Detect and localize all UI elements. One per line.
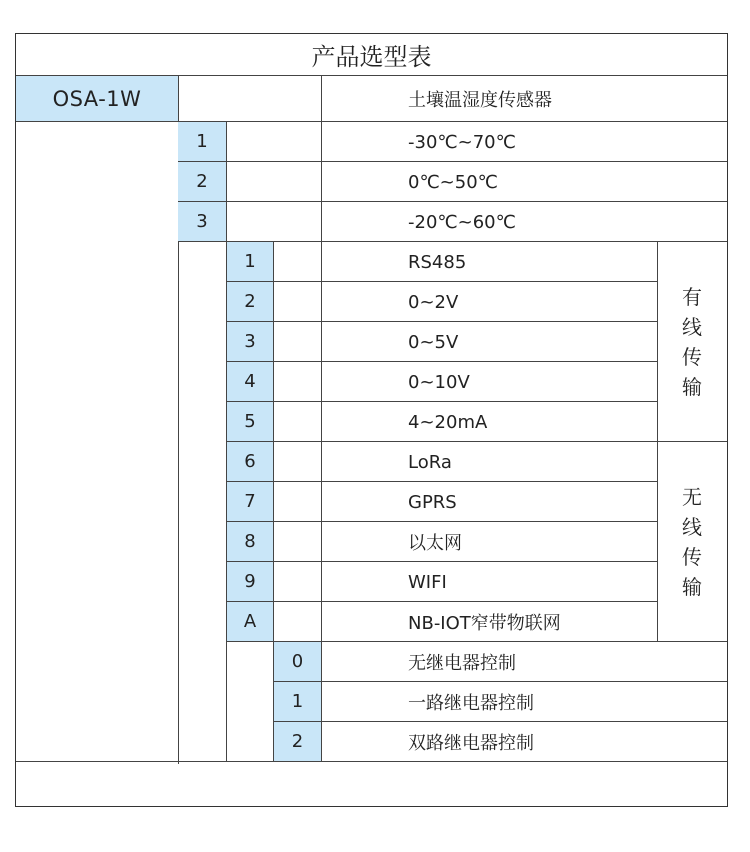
relay-label: 无继电器控制 xyxy=(408,653,516,674)
output-label: NB-IOT窄带物联网 xyxy=(408,613,561,634)
range-divider xyxy=(226,202,227,242)
output-desc-divider xyxy=(321,402,322,442)
output-code: 1 xyxy=(227,242,273,281)
relay-desc-divider xyxy=(321,642,322,682)
range-desc-divider xyxy=(321,162,322,202)
group-char: 输 xyxy=(682,375,702,399)
relay-code: 0 xyxy=(274,642,321,681)
output-divider xyxy=(273,362,274,402)
output-divider xyxy=(273,442,274,482)
output-code: 4 xyxy=(227,362,273,401)
relay-code: 1 xyxy=(274,682,321,721)
output-desc-divider xyxy=(321,322,322,362)
output-divider xyxy=(273,282,274,322)
output-divider xyxy=(273,402,274,442)
relay-label: 双路继电器控制 xyxy=(408,733,534,754)
group-char: 传 xyxy=(682,545,702,569)
output-divider xyxy=(273,522,274,562)
range-desc-divider xyxy=(321,122,322,162)
output-label: 以太网 xyxy=(408,533,462,554)
output-desc-divider xyxy=(321,522,322,562)
output-code: 8 xyxy=(227,522,273,561)
range-desc-divider xyxy=(321,202,322,242)
relay-desc-divider xyxy=(321,682,322,722)
group-char: 输 xyxy=(682,575,702,599)
range-divider xyxy=(226,162,227,202)
output-label: GPRS xyxy=(408,491,457,513)
output-code: 3 xyxy=(227,322,273,361)
transmission-group-label xyxy=(657,442,727,642)
product-name: 土壤温湿度传感器 xyxy=(408,89,552,111)
output-code: A xyxy=(227,602,273,641)
output-label: 0~2V xyxy=(408,291,459,313)
output-desc-divider xyxy=(321,562,322,602)
group-char: 有 xyxy=(682,285,702,309)
output-divider xyxy=(273,322,274,362)
output-label: 0~5V xyxy=(408,331,459,353)
group-char: 传 xyxy=(682,345,702,369)
range-label: -20℃~60℃ xyxy=(408,211,516,233)
table-title: 产品选型表 xyxy=(311,43,432,71)
relay-divider xyxy=(273,642,274,682)
relay-divider xyxy=(273,682,274,722)
relay-code: 2 xyxy=(274,722,321,761)
output-desc-divider xyxy=(321,282,322,322)
model-code: OSA-1W xyxy=(52,86,142,111)
range-code: 3 xyxy=(178,202,226,241)
output-divider xyxy=(273,482,274,522)
range-label: -30℃~70℃ xyxy=(408,131,516,153)
output-code: 2 xyxy=(227,282,273,321)
output-divider xyxy=(273,242,274,282)
group-char: 无 xyxy=(682,485,702,509)
output-code: 6 xyxy=(227,442,273,481)
code-col-divider xyxy=(226,242,227,762)
model-row-bottom xyxy=(16,121,727,122)
output-desc-divider xyxy=(321,482,322,522)
output-desc-divider xyxy=(321,242,322,282)
output-label: WIFI xyxy=(408,571,447,593)
transmission-group-label xyxy=(657,242,727,442)
output-label: 0~10V xyxy=(408,371,470,393)
output-divider xyxy=(273,602,274,642)
relay-divider xyxy=(273,722,274,762)
output-code: 5 xyxy=(227,402,273,441)
table-bottom-divider xyxy=(16,761,727,762)
output-divider xyxy=(273,562,274,602)
group-char: 线 xyxy=(682,515,702,539)
group-char: 线 xyxy=(682,315,702,339)
selection-table xyxy=(15,33,728,807)
output-desc-divider xyxy=(321,442,322,482)
desc-divider-top xyxy=(321,76,322,121)
range-label: 0℃~50℃ xyxy=(408,171,498,193)
output-code: 7 xyxy=(227,482,273,521)
output-label: RS485 xyxy=(408,251,467,273)
range-code: 1 xyxy=(178,122,226,161)
output-label: 4~20mA xyxy=(408,411,488,433)
output-code: 9 xyxy=(227,562,273,601)
range-code: 2 xyxy=(178,162,226,201)
output-desc-divider xyxy=(321,362,322,402)
relay-desc-divider xyxy=(321,722,322,762)
relay-label: 一路继电器控制 xyxy=(408,693,534,714)
range-divider xyxy=(226,122,227,162)
output-desc-divider xyxy=(321,602,322,642)
output-label: LoRa xyxy=(408,451,452,473)
